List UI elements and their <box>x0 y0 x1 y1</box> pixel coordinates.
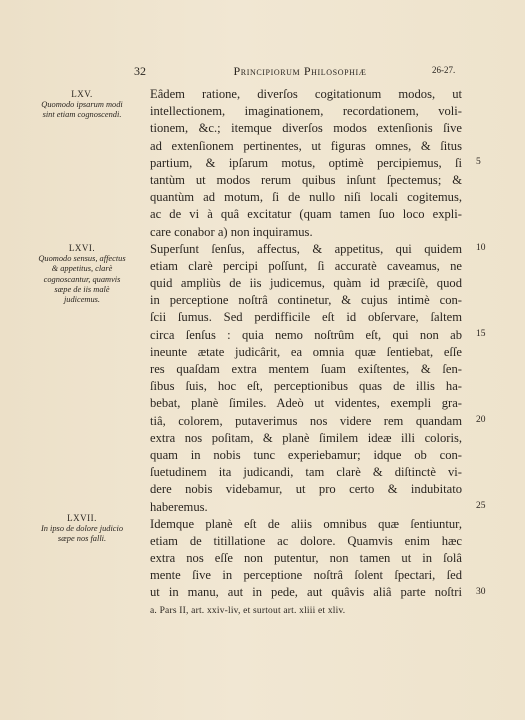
margin-note-text: Quomodo ipsarum modi sint etiam cognoscendi. <box>41 100 123 120</box>
text-line: ſcii ſumus. Sed perdifficile eſt id obſervare, ſaltem <box>150 310 462 325</box>
text-line: tionem, &c.; itemque diverſos modos extenſionis ſive <box>150 121 462 136</box>
text-line: etiam clarè percipi poſſunt, ſi accuratè caveamus, ne <box>150 258 462 273</box>
margin-note-number: LXV. <box>71 89 93 99</box>
text-line: intellectionem, imaginationem, recordationem, voli- <box>150 104 462 119</box>
text-line: res quaſdam extra mentem ſuam exiſtentes, & ſen- <box>150 362 462 376</box>
body-text <box>150 86 462 602</box>
text-line: mente ſive in perceptione noſtrâ ſolent ſpectari, ſed <box>150 568 462 583</box>
text-line: haberemus. <box>150 499 208 514</box>
page-number: 32 <box>134 64 146 78</box>
text-line: circa ſenſus : quia nemo noſtrûm eſt, qui non ab <box>150 327 462 342</box>
text-line: Superſunt ſenſus, affectus, & appetitus, qui quidem <box>150 241 462 256</box>
text-line: ac de vi à quâ excitatur (quam tamen ſuo loco expli- <box>150 207 462 222</box>
footnote: a. Pars II, art. xxiv-liv, et surtout art. xliii et xliv. <box>150 606 346 616</box>
running-head <box>0 64 525 80</box>
text-line: extra nos poſitam, & planè ſimilem ideæ illi coloris, <box>150 430 462 445</box>
text-line: Eâdem ratione, diverſos cogitationum modos, ut <box>150 87 462 101</box>
line-number: 20 <box>476 415 486 425</box>
text-line: tiâ, colorem, putaverimus nos videre rem quandam <box>150 413 462 428</box>
text-line: quam in nobis tunc experiebamur; idque ob con- <box>150 447 462 462</box>
line-number: 25 <box>476 501 486 511</box>
text-line: ad extenſionem pertinentes, ut figuras omnes, & ſitus <box>150 138 462 153</box>
text-line: quantùm ad motum, ſi de nullo niſi locali cogitemus, <box>150 190 462 205</box>
margin-note-lxv <box>36 89 128 121</box>
line-number: 30 <box>476 587 486 597</box>
text-line: dere nobis videbamur, ut pro certo & indubitato <box>150 482 462 497</box>
text-line: ſibus ſuis, hoc eſt, perceptionibus quas de illis ha- <box>150 379 462 394</box>
margin-note-text: In ipso de dolore judicio sæpe nos falli. <box>40 524 124 544</box>
margin-note-lxvi <box>36 243 128 305</box>
margin-note-number: LXVI. <box>68 243 96 253</box>
text-line: partium, & ipſarum motus, optimè percipiemus, ſi <box>150 155 462 170</box>
line-number: 15 <box>476 329 486 339</box>
margin-note-lxvii <box>36 513 128 545</box>
margin-note-number: LXVII. <box>67 513 97 523</box>
text-line: tantùm ut modos rerum quibus inſunt ſpectemus; & <box>150 172 462 187</box>
line-number: 5 <box>476 157 481 167</box>
text-line: ut in manu, aut in pede, aut quâvis aliâ parte noſtri <box>150 585 462 600</box>
running-title: Principiorum Philosophiæ <box>233 64 367 78</box>
text-line: in perceptione noſtrâ continetur, & cujus intimè con- <box>150 293 462 308</box>
line-number: 10 <box>476 243 486 253</box>
margin-note-text: Quomodo sensus, affectus & appetitus, clarè cognoscantur, quamvis sæpe de iis malè judicemus. <box>38 254 126 305</box>
text-line: etiam de titillatione ac dolore. Quamvis enim hæc <box>150 533 462 548</box>
text-line: quid ampliùs de iis judicemus, quàm id præciſè, quod <box>150 276 462 291</box>
text-line: care conabor a) non inquiramus. <box>150 224 313 239</box>
text-line: extra nos eſſe non putentur, non tamen ut in ſolâ <box>150 551 462 566</box>
text-line: ineunte ætate judicârit, ea omnia quæ ſentiebat, eſſe <box>150 344 462 359</box>
page-reference: 26-27. <box>432 65 456 75</box>
text-line: Idemque planè eſt de aliis omnibus quæ ſentiuntur, <box>150 516 462 531</box>
text-line: ſuetudinem ita judicandi, tam clarè & diſtinctè vi- <box>150 465 462 480</box>
text-line: bebat, planè ſimiles. Adeò ut videntes, exempli gra- <box>150 396 462 411</box>
